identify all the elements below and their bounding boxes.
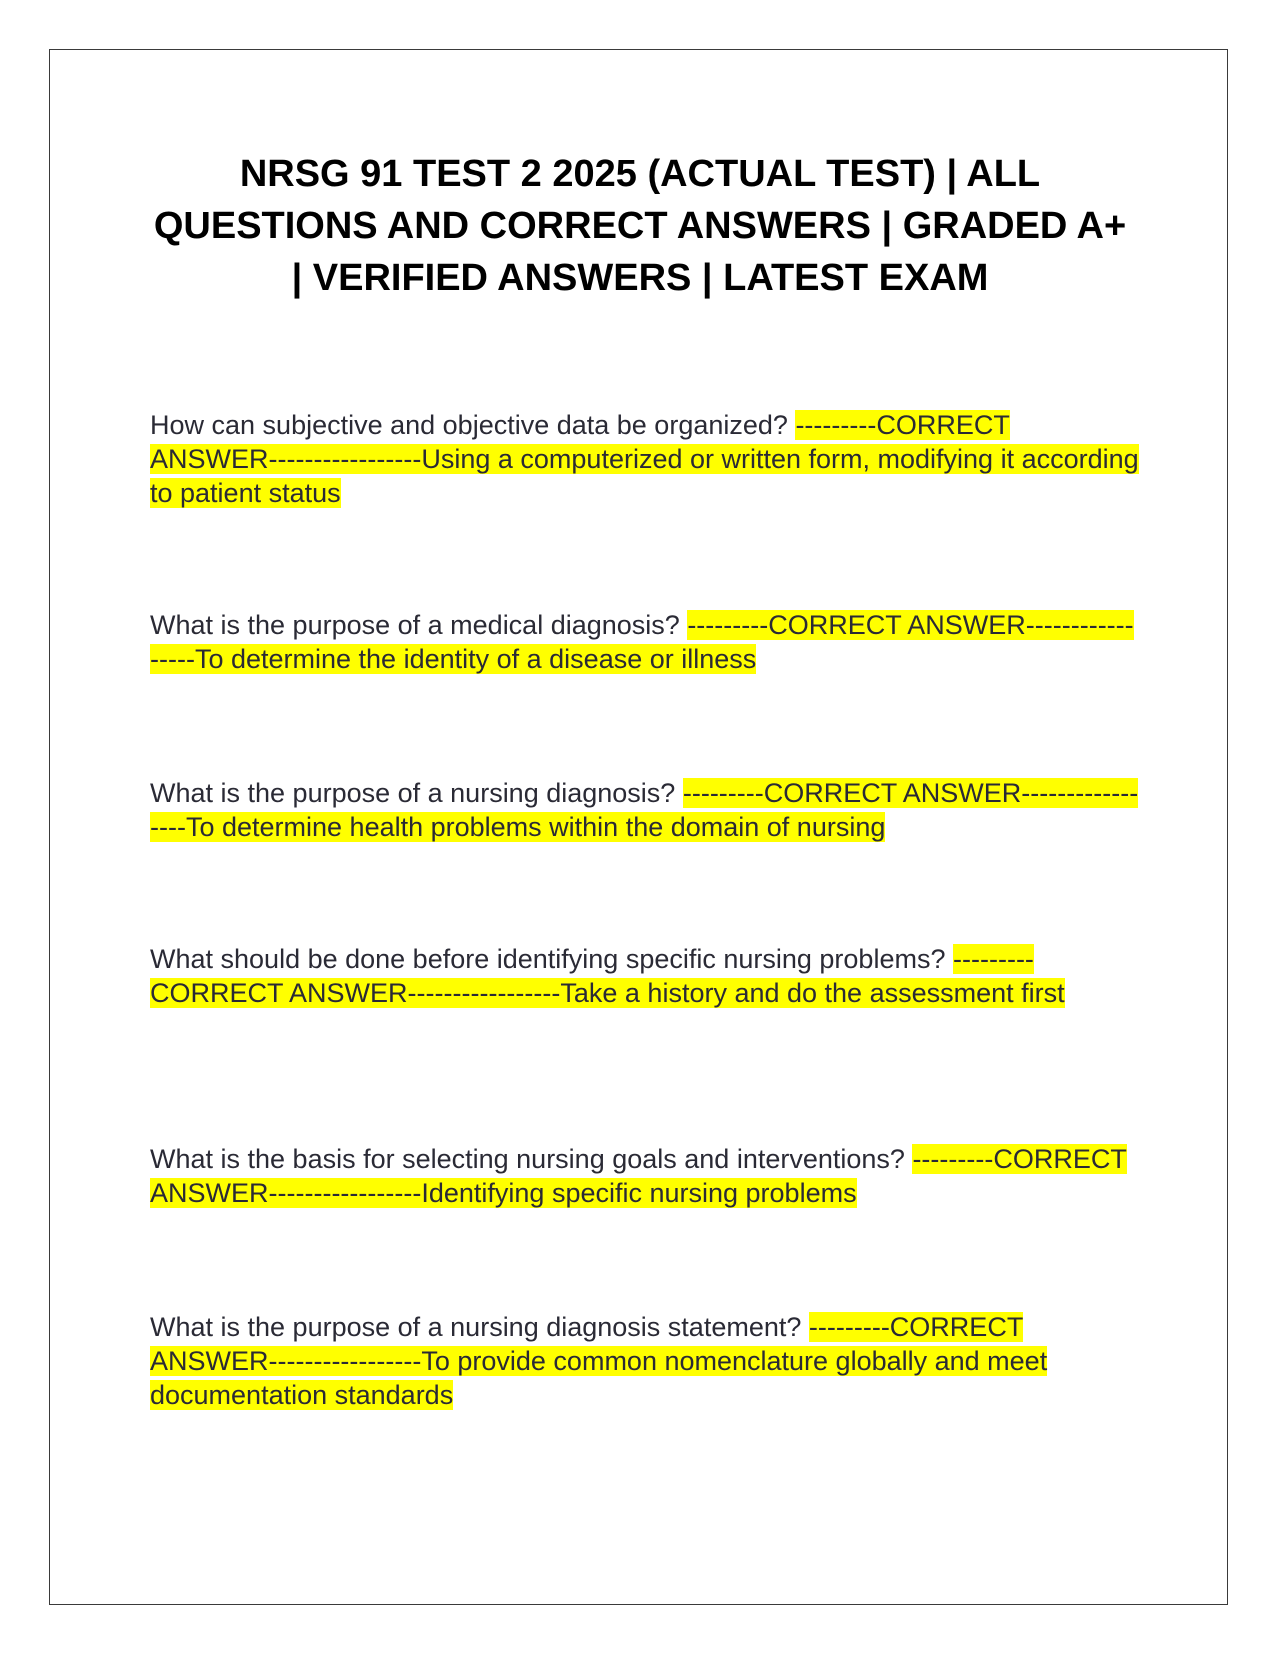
qa-item <box>150 408 1140 510</box>
answer-text: ---------CORRECT ANSWER-----------------Using a computerized or written form, modifying it according to patient status <box>150 410 1139 508</box>
question-text: What is the basis for selecting nursing goals and interventions? <box>150 1144 905 1174</box>
qa-list <box>150 408 1140 1412</box>
question-text: What is the purpose of a nursing diagnosis statement? <box>150 1312 802 1342</box>
answer-text: ---------CORRECT ANSWER-----------------To determine the identity of a disease or illness <box>150 610 1134 674</box>
question-text: What should be done before identifying specific nursing problems? <box>150 944 946 974</box>
qa-item <box>150 776 1140 844</box>
qa-item <box>150 608 1140 676</box>
qa-item <box>150 1310 1140 1412</box>
answer-text: ---------CORRECT ANSWER-----------------Identifying specific nursing problems <box>150 1144 1127 1208</box>
answer-text: ---------CORRECT ANSWER-----------------To provide common nomenclature globally and meet documentation standards <box>150 1312 1048 1410</box>
answer-text: ---------CORRECT ANSWER-----------------Take a history and do the assessment first <box>150 944 1065 1008</box>
question-text: What is the purpose of a nursing diagnosis? <box>150 778 676 808</box>
answer-text: ---------CORRECT ANSWER-----------------To determine health problems within the domain of nursing <box>150 778 1139 842</box>
document-title: NRSG 91 TEST 2 2025 (ACTUAL TEST) | ALL QUESTIONS AND CORRECT ANSWERS | GRADED A+ | VERIFIED ANSWERS | LATEST EXAM <box>153 153 1127 299</box>
question-text: What is the purpose of a medical diagnosis? <box>150 610 680 640</box>
qa-item <box>150 1142 1140 1210</box>
question-text: How can subjective and objective data be organized? <box>150 410 788 440</box>
qa-item <box>150 942 1140 1044</box>
